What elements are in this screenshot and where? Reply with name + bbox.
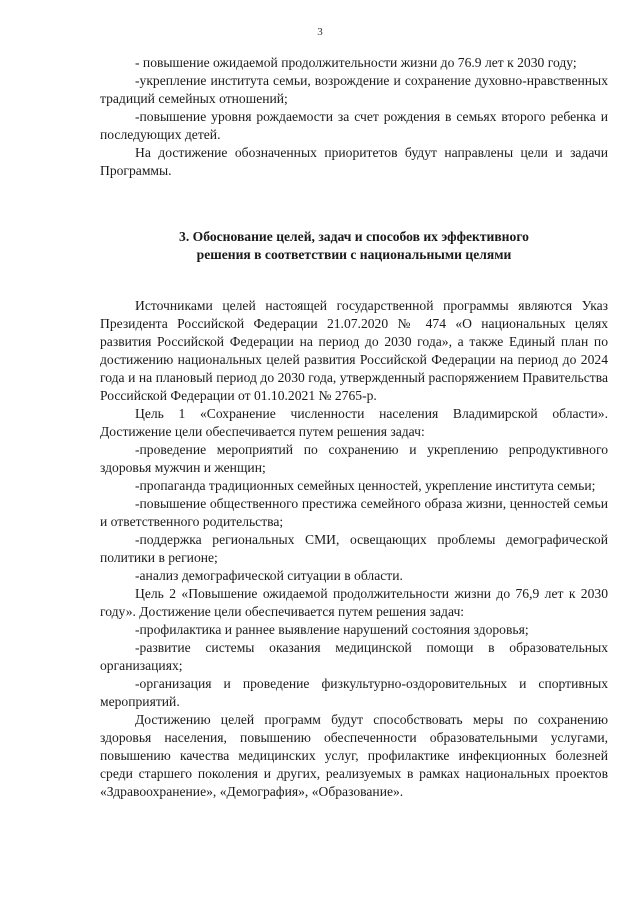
section-body <box>100 297 608 801</box>
paragraph: - повышение ожидаемой продолжительности жизни до 76.9 лет к 2030 году; <box>135 55 577 70</box>
intro-block <box>100 54 608 180</box>
paragraph: Источниками целей настоящей государственной программы являются Указ Президента Российской Федерации 21.07.2020 № 474 «О национальных целях развития Российской Федерации на период до 2030 года», а также Единый план по достижению национальных целей развития Российской Федерации на период до 2024 года и на плановый период до 2030 года, утвержденный распоряжением Правительства Российской Федерации от 01.10.2021 № 2765-р. <box>100 298 608 403</box>
section-title <box>100 228 608 264</box>
paragraph: На достижение обозначенных приоритетов будут направлены цели и задачи Программы. <box>100 145 608 178</box>
page-number: 3 <box>317 26 323 38</box>
paragraph: -анализ демографической ситуации в области. <box>135 568 403 583</box>
paragraph: -поддержка региональных СМИ, освещающих проблемы демографической политики в регионе; <box>100 532 608 565</box>
section-title-line: 3. Обоснование целей, задач и способов их эффективного <box>179 229 529 244</box>
paragraph: -организация и проведение физкультурно-оздоровительных и спортивных мероприятий. <box>100 676 608 709</box>
paragraph: Цель 1 «Сохранение численности населения Владимирской области». Достижение цели обеспечивается путем решения задач: <box>100 406 608 439</box>
paragraph: -проведение мероприятий по сохранению и укреплению репродуктивного здоровья мужчин и женщин; <box>100 442 608 475</box>
paragraph: -развитие системы оказания медицинской помощи в образовательных организациях; <box>100 640 608 673</box>
paragraph: -повышение уровня рождаемости за счет рождения в семьях второго ребенка и последующих детей. <box>100 109 608 142</box>
paragraph: -пропаганда традиционных семейных ценностей, укрепление института семьи; <box>135 478 596 493</box>
paragraph: Достижению целей программ будут способствовать меры по сохранению здоровья населения, повышению обеспеченности образовательными услугами, повышению качества медицинских услуг, профилактике инфекционных болезней среди старшего поколения и других, реализуемых в рамках национальных проектов «Здравоохранение», «Демография», «Образование». <box>100 712 608 799</box>
paragraph: -профилактика и раннее выявление нарушений состояния здоровья; <box>135 622 529 637</box>
paragraph: -укрепление института семьи, возрождение и сохранение духовно-нравственных традиций семейных отношений; <box>100 73 608 106</box>
paragraph: -повышение общественного престижа семейного образа жизни, ценностей семьи и ответственного родительства; <box>100 496 608 529</box>
section-title-line: решения в соответствии с национальными целями <box>196 247 512 262</box>
paragraph: Цель 2 «Повышение ожидаемой продолжительности жизни до 76,9 лет к 2030 году». Достижение цели обеспечивается путем решения задач: <box>100 586 608 619</box>
